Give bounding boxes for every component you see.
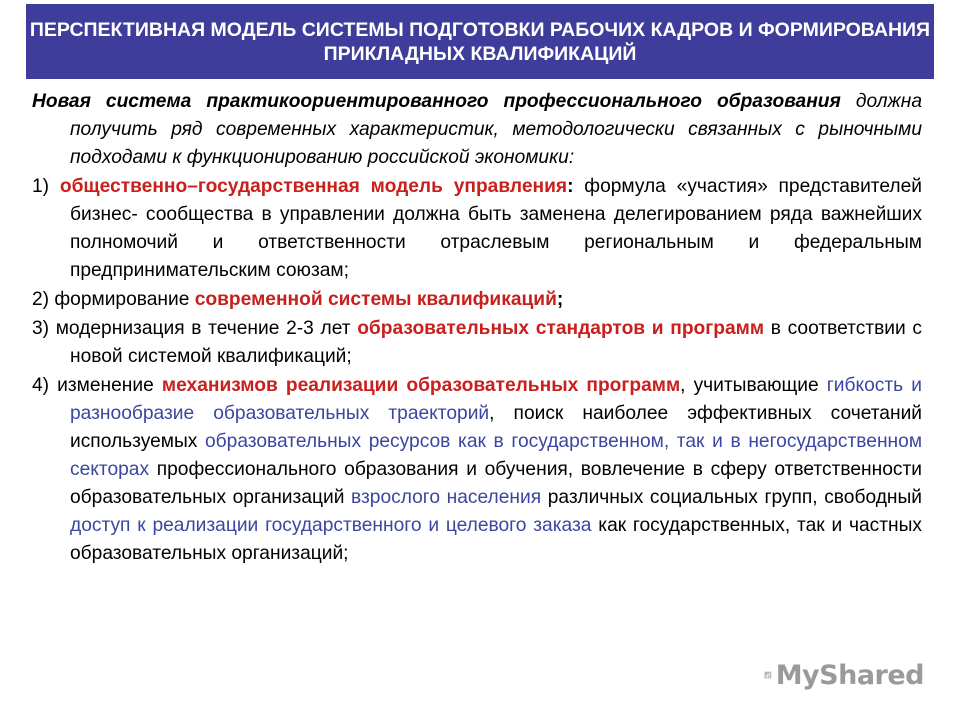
title-banner bbox=[26, 4, 934, 79]
item-text-segment: гибкость и разнообразие образовательных траекторий bbox=[70, 375, 922, 424]
item-text-segment: 2) формирование bbox=[32, 289, 195, 310]
list-item bbox=[32, 315, 922, 371]
item-text-segment: 3) модернизация в течение 2-3 лет bbox=[32, 318, 358, 339]
item-text-segment: , учитывающие bbox=[680, 375, 827, 396]
list-item bbox=[32, 173, 922, 285]
item-text-segment: механизмов реализации образовательных программ bbox=[161, 375, 681, 396]
item-text-segment: 4) изменение bbox=[32, 375, 162, 396]
item-text-segment: : bbox=[567, 176, 574, 197]
intro-paragraph bbox=[32, 88, 922, 172]
item-text-segment: образовательных стандартов и программ bbox=[357, 318, 765, 339]
item-text-segment: образовательных ресурсов как в государственном, так и в негосударственном секторах bbox=[70, 431, 923, 480]
intro-rest: должна получить ряд современных характеристик, методологически связанных с рыночными подходами к функционированию российской экономики: bbox=[70, 91, 922, 168]
intro-lead: Новая система практикоориентированного профессионального образования bbox=[32, 91, 841, 112]
item-text-segment: ; bbox=[556, 289, 564, 310]
list-item bbox=[32, 286, 922, 314]
list-item bbox=[32, 372, 922, 568]
item-text-segment: 1) bbox=[32, 176, 60, 197]
item-list bbox=[32, 173, 922, 568]
page-title: ПЕРСПЕКТИВНАЯ МОДЕЛЬ СИСТЕМЫ ПОДГОТОВКИ РАБОЧИХ КАДРОВ И ФОРМИРОВАНИЯ ПРИКЛАДНЫХ КВАЛИФИКАЦИЙ bbox=[29, 18, 931, 65]
item-text-segment: как государственных, так и частных образовательных организаций; bbox=[70, 515, 922, 564]
item-text-segment: различных социальных групп, свободный bbox=[541, 487, 922, 508]
item-text-segment: взрослого населения bbox=[351, 487, 542, 508]
item-text-segment: профессионального образования и обучения, вовлечение в сферу ответственности образовательных организаций bbox=[70, 459, 922, 508]
item-text-segment: современной системы квалификаций bbox=[194, 289, 557, 310]
item-text-segment: доступ к реализации государственного и целевого заказа bbox=[70, 515, 592, 536]
watermark bbox=[764, 655, 924, 695]
item-text-segment: , поиск наиболее эффективных сочетаний используемых bbox=[70, 403, 923, 452]
item-text-segment: формула «участия» представителей бизнес- сообщества в управлении должна быть заменена делегированием ряда важнейших полномочий и ответственности отраслевым региональным и федеральным предпринимательским союзам; bbox=[70, 176, 922, 281]
item-text-segment: общественно–государственная модель управления bbox=[59, 176, 568, 197]
myshared-logo-icon bbox=[764, 658, 772, 692]
watermark-text: MyShared bbox=[775, 659, 924, 691]
document-body bbox=[32, 88, 922, 569]
item-text-segment: в соответствии с новой системой квалификаций; bbox=[70, 318, 922, 367]
